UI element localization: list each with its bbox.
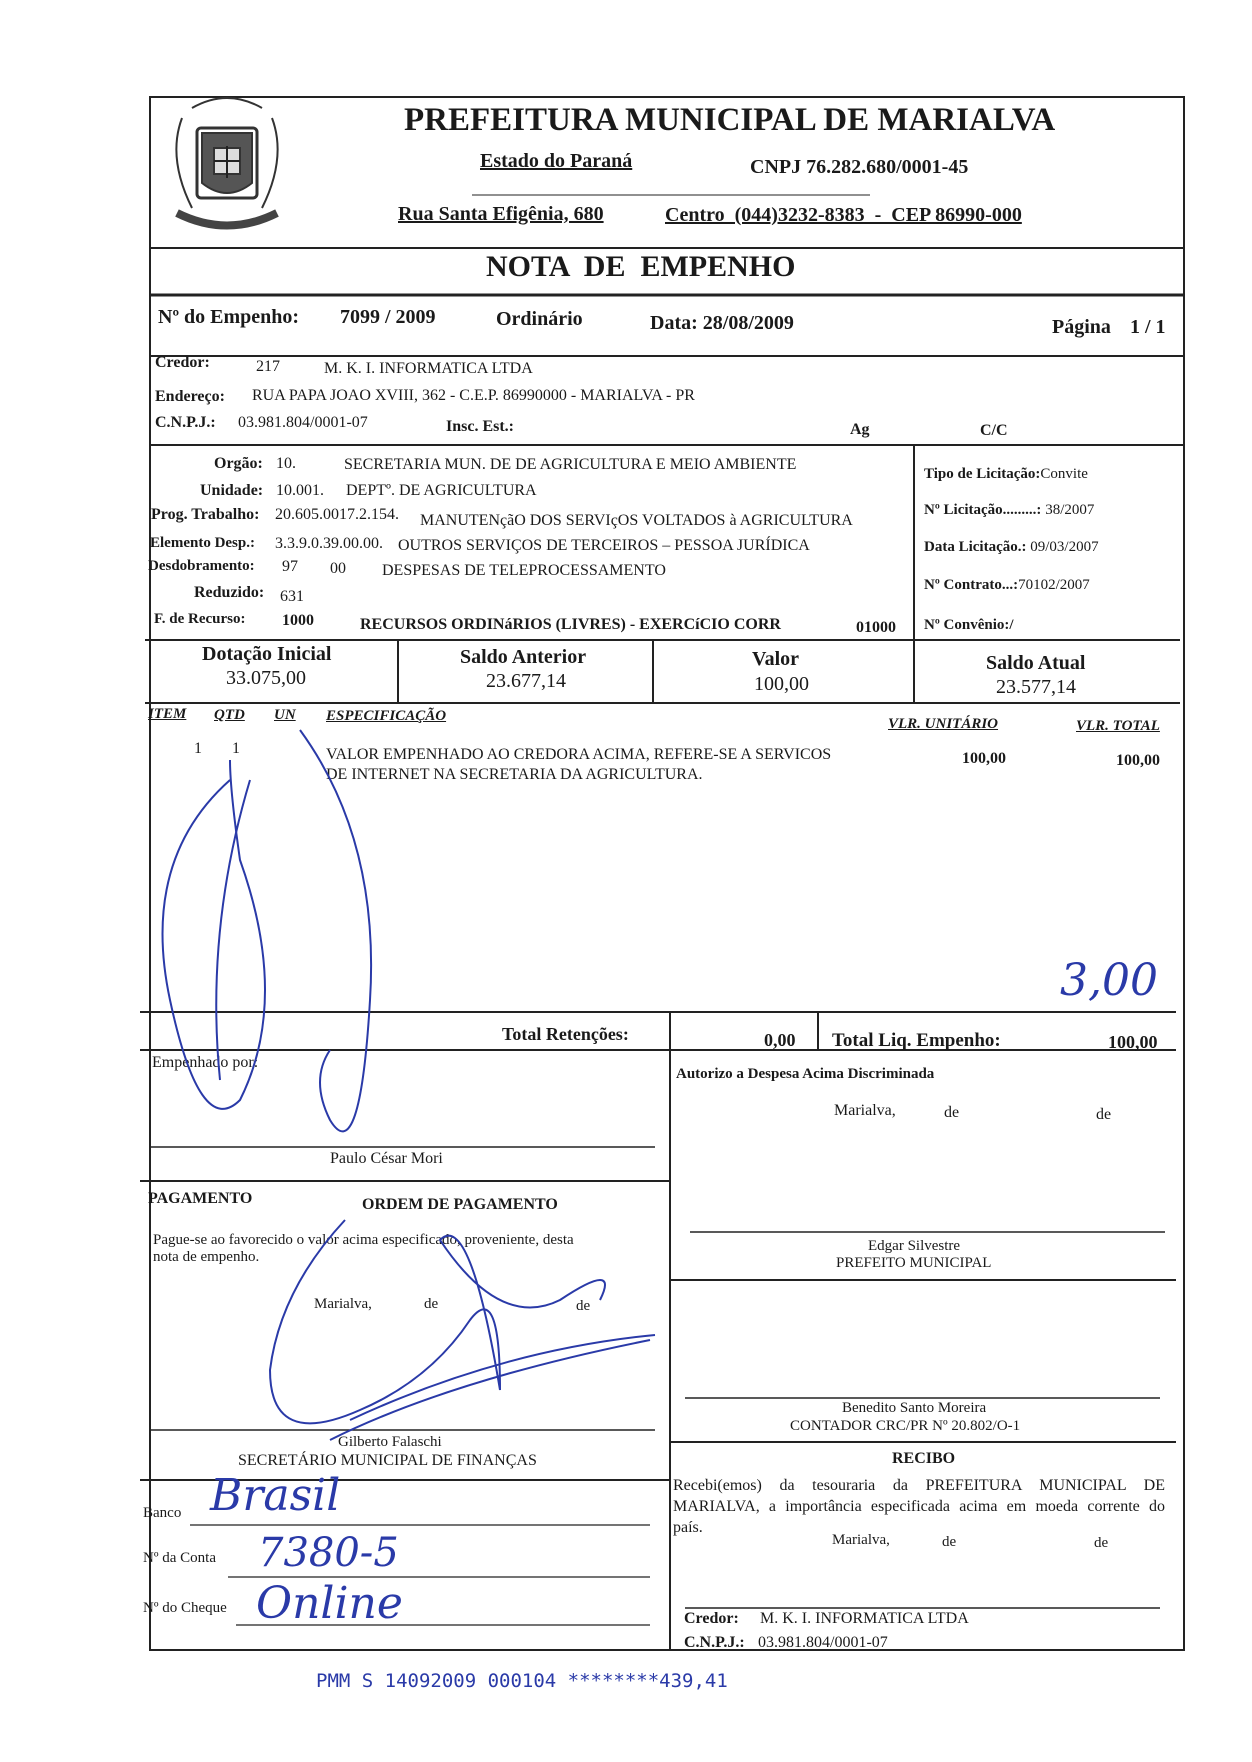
valor-value: 100,00 xyxy=(754,673,809,695)
cheque-value: Online xyxy=(256,1578,403,1629)
recibo-cnpj-value: 03.981.804/0001-07 xyxy=(758,1634,888,1651)
pagamento-text-line1: Pague-se ao favorecido o valor acima especificado, proveniente, desta xyxy=(153,1232,574,1248)
unidade-label: Unidade: xyxy=(200,482,264,499)
elemento-code: 3.3.9.0.39.00.00. xyxy=(275,535,383,552)
recibo-text-line1: Recebi(emos) da tesouraria da PREFEITURA MUNICIPAL DE xyxy=(673,1477,1165,1494)
orgao-label: Orgão: xyxy=(214,455,263,472)
recibo-title: RECIBO xyxy=(892,1450,956,1467)
recurso-code: 1000 xyxy=(282,612,314,629)
item-qtd: 1 xyxy=(232,740,240,757)
desdobramento-name: DESPESAS DE TELEPROCESSAMENTO xyxy=(382,562,666,579)
data-licitacao-label: Data Licitação.: xyxy=(924,539,1027,555)
contrato-label: Nº Contrato...: xyxy=(924,577,1019,593)
convenio-label: Nº Convênio:/ xyxy=(924,617,1014,633)
valor-label: Valor xyxy=(752,648,800,670)
conta-label: Nº da Conta xyxy=(143,1550,216,1566)
recibo-de2: de xyxy=(1094,1535,1109,1551)
retencoes-label: Total Retenções: xyxy=(502,1024,629,1044)
recibo-de1: de xyxy=(942,1534,957,1550)
cheque-label: Nº do Cheque xyxy=(143,1600,227,1616)
empenho-type: Ordinário xyxy=(496,308,583,330)
district-phone-cep: Centro (044)3232-8383 - CEP 86990-000 xyxy=(665,204,1022,226)
contador-title: CONTADOR CRC/PR Nº 20.802/O-1 xyxy=(790,1418,1021,1434)
unidade-name: DEPTº. DE AGRICULTURA xyxy=(346,482,537,499)
empenhado-label: Empenhado por: xyxy=(152,1054,259,1071)
saldo-anterior-value: 23.677,14 xyxy=(486,670,566,692)
credor-name: M. K. I. INFORMATICA LTDA xyxy=(324,360,533,377)
cnpj-creditor-value: 03.981.804/0001-07 xyxy=(238,414,368,431)
prog-code: 20.605.0017.2.154. xyxy=(275,506,399,523)
orgao-name: SECRETARIA MUN. DE DE AGRICULTURA E MEIO AMBIENTE xyxy=(344,456,797,473)
recibo-credor-label: Credor: xyxy=(684,1610,739,1627)
recurso-number: 01000 xyxy=(856,619,896,636)
insc-est-label: Insc. Est.: xyxy=(446,418,515,435)
handwritten-note: 3,00 xyxy=(1060,955,1158,1006)
prog-label: Prog. Trabalho: xyxy=(151,506,260,523)
col-vlr-unitario: VLR. UNITÁRIO xyxy=(888,716,999,732)
orgao-code: 10. xyxy=(276,455,296,472)
credor-code: 217 xyxy=(256,358,280,375)
item-number: 1 xyxy=(194,740,202,757)
col-un: UN xyxy=(274,707,296,723)
endereco-label: Endereço: xyxy=(155,388,225,405)
desdobramento-code1: 97 xyxy=(282,558,298,575)
pagamento-label: PAGAMENTO xyxy=(148,1190,253,1207)
recurso-name: RECURSOS ORDINáRIOS (LIVRES) - EXERCíCIO CORR xyxy=(360,616,781,633)
ag-label: Ag xyxy=(850,421,870,438)
saldo-anterior-label: Saldo Anterior xyxy=(460,646,587,668)
licitacao-label: Nº Licitação.........: xyxy=(924,502,1042,518)
col-qtd: QTD xyxy=(214,707,245,723)
endereco-value: RUA PAPA JOAO XVIII, 362 - C.E.P. 86990000 - MARIALVA - PR xyxy=(252,387,695,404)
pagamento-de1: de xyxy=(424,1296,439,1312)
municipality-title: PREFEITURA MUNICIPAL DE MARIALVA xyxy=(404,102,1056,138)
desdobramento-code2: 00 xyxy=(330,560,346,577)
desdobramento-label: Desdobramento: xyxy=(148,558,255,574)
saldo-atual-label: Saldo Atual xyxy=(986,652,1086,674)
saldo-atual-value: 23.577,14 xyxy=(996,676,1076,698)
state-label: Estado do Paraná xyxy=(480,150,633,172)
pagamento-text-line2: nota de empenho. xyxy=(153,1249,260,1265)
empenho-date: Data: 28/08/2009 xyxy=(650,312,794,334)
document-title: NOTA DE EMPENHO xyxy=(486,250,796,283)
address-label: Rua Santa Efigênia, 680 xyxy=(398,203,604,225)
item-desc-line1: VALOR EMPENHADO AO CREDORA ACIMA, REFERE-SE A SERVICOS xyxy=(326,746,832,763)
prefeito-name: Edgar Silvestre xyxy=(868,1238,961,1254)
secretario-name: Gilberto Falaschi xyxy=(338,1434,442,1450)
payment-stamp: PMM S 14092009 000104 ********439,41 xyxy=(316,1670,728,1692)
empenho-label: Nº do Empenho: xyxy=(158,306,300,328)
page-value: 1 / 1 xyxy=(1130,316,1166,338)
item-total-value: 100,00 xyxy=(1116,752,1160,769)
recibo-city: Marialva, xyxy=(832,1532,890,1548)
banco-label: Banco xyxy=(143,1505,182,1521)
col-vlr-total: VLR. TOTAL xyxy=(1076,718,1160,734)
conta-value: 7380-5 xyxy=(258,1530,399,1576)
reduzido-value: 631 xyxy=(280,588,304,605)
autorizo-de1: de xyxy=(944,1104,960,1121)
col-item: ITEM xyxy=(148,706,187,722)
page-label: Página xyxy=(1052,316,1111,338)
dotacao-label: Dotação Inicial xyxy=(202,643,332,665)
banco-value: Brasil xyxy=(210,1470,341,1521)
contador-name: Benedito Santo Moreira xyxy=(842,1400,987,1416)
recurso-label: F. de Recurso: xyxy=(154,611,246,627)
pagamento-de2: de xyxy=(576,1298,591,1314)
item-unit-value: 100,00 xyxy=(962,750,1006,767)
tipo-licitacao-value: Convite xyxy=(1040,466,1088,482)
recibo-text-line3: país. xyxy=(673,1519,703,1536)
prog-name: MANUTENçãO DOS SERVIçOS VOLTADOS à AGRICULTURA xyxy=(420,512,853,529)
autorizo-de2: de xyxy=(1096,1106,1112,1123)
cnpj-creditor-label: C.N.P.J.: xyxy=(155,414,216,431)
data-licitacao-value: 09/03/2007 xyxy=(1030,539,1099,555)
autorizo-title: Autorizo a Despesa Acima Discriminada xyxy=(676,1066,935,1082)
reduzido-label: Reduzido: xyxy=(194,584,265,601)
credor-label: Credor: xyxy=(155,354,210,371)
cc-label: C/C xyxy=(980,422,1008,439)
contrato-value: 70102/2007 xyxy=(1018,577,1090,593)
pagamento-city: Marialva, xyxy=(314,1296,372,1312)
recibo-cnpj-label: C.N.P.J.: xyxy=(684,1634,745,1651)
tipo-licitacao-label: Tipo de Licitação: xyxy=(924,466,1041,482)
elemento-label: Elemento Desp.: xyxy=(150,535,255,551)
ordem-pagamento-title: ORDEM DE PAGAMENTO xyxy=(362,1196,558,1213)
prefeito-title: PREFEITO MUNICIPAL xyxy=(836,1255,992,1271)
empenhado-signer: Paulo César Mori xyxy=(330,1150,443,1167)
retencoes-value: 0,00 xyxy=(764,1030,796,1050)
licitacao-value: 38/2007 xyxy=(1045,502,1095,518)
empenho-number: 7099 / 2009 xyxy=(340,306,436,328)
dotacao-value: 33.075,00 xyxy=(226,667,306,689)
liq-empenho-label: Total Liq. Empenho: xyxy=(832,1030,1001,1051)
secretario-title: SECRETÁRIO MUNICIPAL DE FINANÇAS xyxy=(238,1452,537,1469)
elemento-name: OUTROS SERVIÇOS DE TERCEIROS – PESSOA JURÍDICA xyxy=(398,537,810,554)
autorizo-city: Marialva, xyxy=(834,1102,896,1119)
recibo-credor-value: M. K. I. INFORMATICA LTDA xyxy=(760,1610,969,1627)
item-desc-line2: DE INTERNET NA SECRETARIA DA AGRICULTURA. xyxy=(326,766,703,783)
col-especificacao: ESPECIFICAÇÃO xyxy=(326,708,447,724)
recibo-text-line2: MARIALVA, a importância especificada acima em moeda corrente do xyxy=(673,1498,1165,1515)
liq-empenho-value: 100,00 xyxy=(1108,1032,1158,1052)
cnpj-label: CNPJ 76.282.680/0001-45 xyxy=(750,156,969,178)
unidade-code: 10.001. xyxy=(276,482,324,499)
